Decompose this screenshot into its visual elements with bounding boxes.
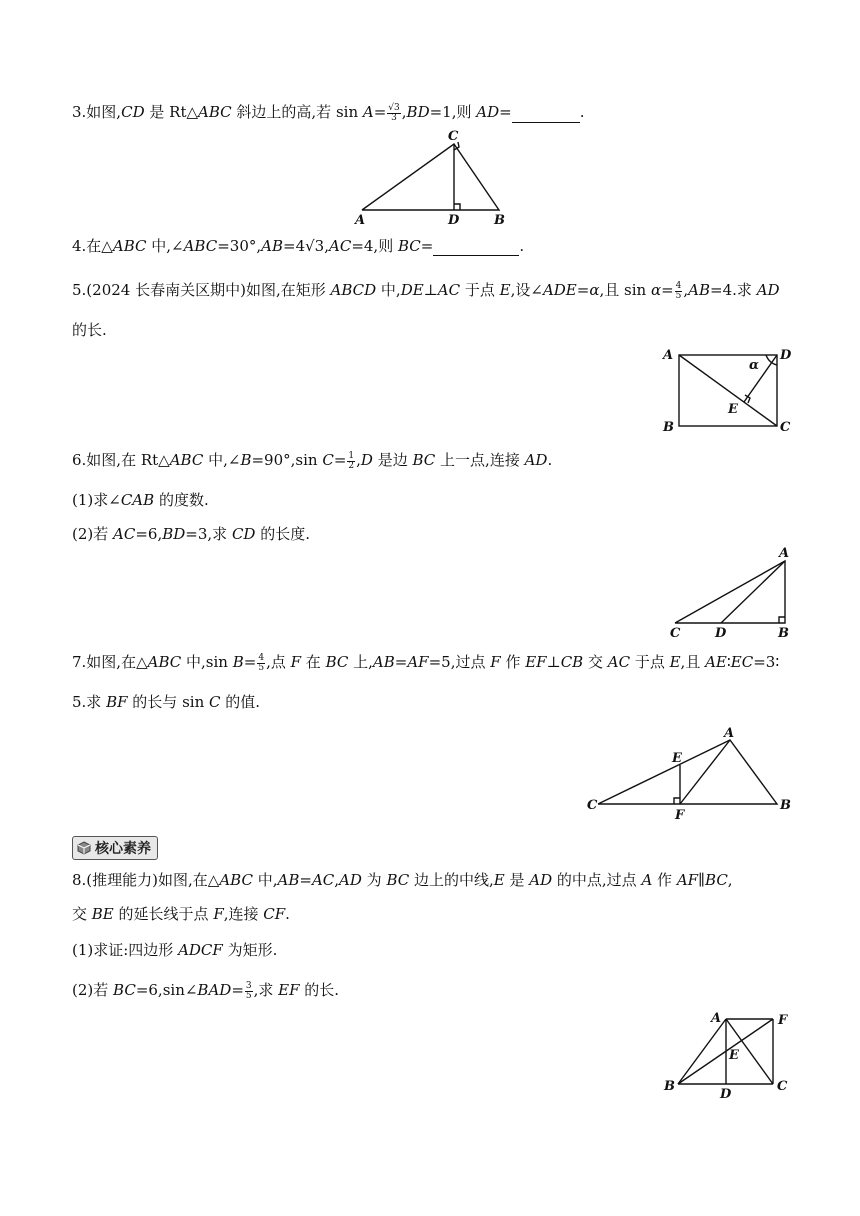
label-D: D: [780, 348, 792, 363]
q7-line2: 5.求 BF 的长与 sin C 的值.: [72, 693, 261, 711]
cube-icon: [77, 841, 91, 855]
fraction: $\frac{3}{5}$: [245, 980, 252, 1001]
label-A: A: [663, 348, 674, 363]
figure-q3: [355, 128, 515, 228]
fraction: $\frac{4}{5}$: [258, 652, 265, 673]
label-D: D: [720, 1087, 732, 1102]
label-F: F: [675, 808, 685, 823]
figure-q8: [660, 1008, 800, 1103]
label-alpha: α: [749, 358, 760, 373]
q6-sub1: (1)求∠CAB 的度数.: [72, 491, 209, 509]
q5-line1: 5.(2024 长春南关区期中)如图,在矩形 ABCD 中,DE⊥AC 于点 E,设∠ADE=α,且 sin α= $\frac{4}{5}$ ,AB=4.求 AD: [72, 280, 780, 301]
q8-line2: 交 BE 的延长线于点 F,连接 CF.: [72, 905, 290, 923]
label-B: B: [780, 798, 791, 813]
label-E: E: [728, 402, 738, 417]
fraction: $\frac{1}{2}$: [348, 450, 355, 471]
q7-line1: 7.如图,在△ABC 中,sin B= $\frac{4}{5}$ ,点 F 在 BC 上,AB=AF=5,过点 F 作 EF⊥CB 交 AC 于点 E,且 AE∶EC=3∶: [72, 652, 780, 673]
label-C: C: [777, 1079, 788, 1094]
label-A: A: [724, 726, 735, 741]
q6-line1: 6.如图,在 Rt△ABC 中,∠B=90°,sin C= $\frac{1}{2}$ ,D 是边 BC 上一点,连接 AD.: [72, 450, 553, 471]
label-B: B: [664, 1079, 675, 1094]
label-C: C: [448, 129, 459, 144]
fraction: $\frac{√3}{3}$: [388, 102, 400, 123]
label-D: D: [715, 626, 727, 641]
q5-line2: 的长.: [72, 321, 107, 339]
label-A: A: [711, 1011, 722, 1026]
label-B: B: [778, 626, 789, 641]
label-C: C: [670, 626, 681, 641]
label-B: B: [663, 420, 674, 435]
q3-line1: 3.如图,CD 是 Rt△ABC 斜边上的高,若 sin A= $\frac{√3}{3}$ ,BD=1,则 AD= .: [72, 102, 585, 123]
section-header: [72, 836, 158, 860]
label-E: E: [672, 751, 682, 766]
label-A: A: [779, 546, 790, 561]
label-B: B: [494, 213, 505, 228]
q4-line1: 4.在△ABC 中,∠ABC=30°,AB=4√3,AC=4,则 BC= .: [72, 237, 525, 255]
answer-blank[interactable]: [433, 241, 519, 256]
label-D: D: [448, 213, 460, 228]
fraction: $\frac{4}{5}$: [675, 280, 682, 301]
figure-q5: [660, 345, 800, 437]
label-E: E: [729, 1048, 739, 1063]
label-A: A: [355, 213, 366, 228]
q6-sub2: (2)若 AC=6,BD=3,求 CD 的长度.: [72, 525, 311, 543]
q8-sub1: (1)求证:四边形 ADCF 为矩形.: [72, 941, 278, 959]
q8-line1: 8.(推理能力)如图,在△ABC 中,AB=AC,AD 为 BC 边上的中线,E 是 AD 的中点,过点 A 作 AF∥BC,: [72, 871, 733, 889]
label-C: C: [780, 420, 791, 435]
section-title: 核心素养: [95, 841, 151, 857]
label-C: C: [587, 798, 598, 813]
answer-blank[interactable]: [512, 108, 580, 123]
figure-q6: [665, 545, 800, 643]
figure-q7: [585, 725, 800, 825]
label-F: F: [778, 1013, 788, 1028]
q8-sub2: (2)若 BC=6,sin∠BAD= $\frac{3}{5}$ ,求 EF 的长.: [72, 980, 340, 1001]
